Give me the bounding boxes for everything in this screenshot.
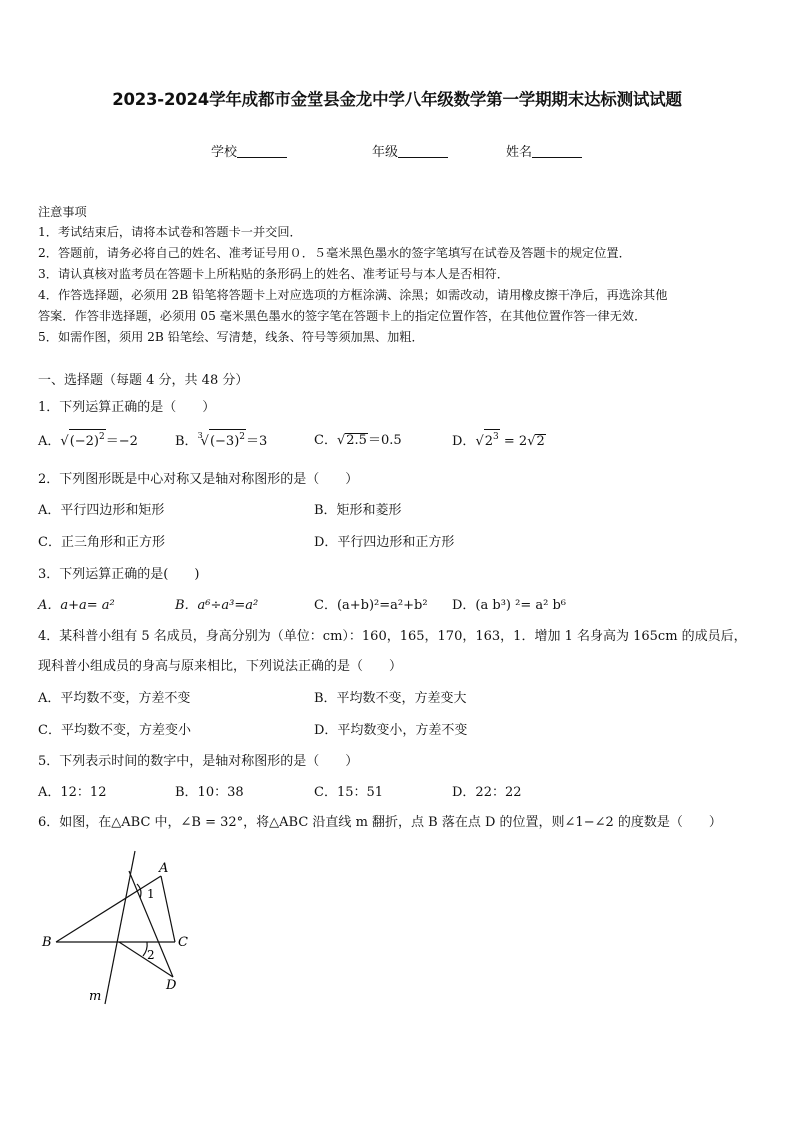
q4-option-a[interactable]: A．平均数不变，方差不变 (38, 691, 191, 706)
notice-item: 1．考试结束后，请将本试卷和答题卡一并交回． (38, 225, 302, 239)
segment-ac (161, 876, 175, 942)
label-a: A (159, 861, 169, 876)
q1-option-d[interactable]: D．$√2^3 = 2√2$ (452, 429, 546, 449)
q5-option-c[interactable]: C．15：51 (314, 785, 384, 800)
q2-option-c[interactable]: C．正三角形和正方形 (38, 535, 165, 550)
notice-item: 答案．作答非选择题，必须用 05 毫米黑色墨水的签字笔在答题卡上的指定位置作答，在其他位置作答一律无效． (38, 309, 647, 323)
q5-option-b[interactable]: B．10：38 (175, 785, 244, 800)
notice-item: 4．作答选择题，必须用 2B 铅笔将答题卡上对应选项的方框涂满、涂黑；如需改动，请用橡皮擦干净后，再选涂其他 (38, 288, 668, 302)
q1-stem: 1．下列运算正确的是（ ） (38, 400, 216, 415)
q5-option-d[interactable]: D．22：22 (452, 785, 522, 800)
notice-item: 2．答题前，请务必将自己的姓名、准考证号用０．５毫米黑色墨水的签字笔填写在试卷及答题卡的规定位置． (38, 246, 631, 260)
name-label: 姓名 (506, 145, 533, 160)
school-blank[interactable] (237, 145, 287, 158)
section-heading: 一、选择题（每题 4 分，共 48 分） (38, 373, 249, 388)
q2-stem: 2．下列图形既是中心对称又是轴对称图形的是（ ） (38, 472, 359, 487)
q1-option-a[interactable]: A．$√(-2)^2=-2$ (38, 429, 138, 449)
q3-option-c[interactable]: C．(a+b)²=a²+b² (314, 598, 428, 613)
q4-option-b[interactable]: B．平均数不变，方差变大 (314, 691, 467, 706)
q3-option-d[interactable]: D．(a b³) ²= a² b⁶ (452, 598, 566, 613)
page-title: 2023-2024学年成都市金堂县金龙中学八年级数学第一学期期末达标测试试题 (112, 90, 682, 109)
label-b: B (42, 935, 52, 950)
name-field[interactable] (506, 141, 582, 160)
grade-label: 年级 (372, 145, 399, 160)
label-1: 1 (147, 887, 155, 901)
label-m: m (89, 989, 102, 1004)
q4-stem-line2: 现科普小组成员的身高与原来相比，下列说法正确的是（ ） (38, 659, 403, 674)
q6-stem: 6．如图，在△ABC 中，∠B = 32°，将△ABC 沿直线 m 翻折，点 B 落在点 D 的位置，则∠1−∠2 的度数是（ ） (38, 815, 722, 830)
line-m (105, 851, 135, 1004)
label-d: D (166, 978, 177, 993)
q4-option-d[interactable]: D．平均数变小，方差不变 (314, 723, 468, 738)
q6-figure (30, 840, 230, 1015)
q1-option-c[interactable]: C．√2.5＝0.5 (314, 433, 402, 448)
label-c: C (178, 935, 188, 950)
q3-option-a[interactable]: A．a+a= a² (38, 598, 115, 613)
q2-option-d[interactable]: D．平行四边形和正方形 (314, 535, 455, 550)
q5-stem: 5．下列表示时间的数字中，是轴对称图形的是（ ） (38, 754, 359, 769)
grade-blank[interactable] (398, 145, 448, 158)
q2-option-b[interactable]: B．矩形和菱形 (314, 503, 402, 518)
name-blank[interactable] (532, 145, 582, 158)
q4-option-c[interactable]: C．平均数不变，方差变小 (38, 723, 191, 738)
school-field[interactable] (211, 141, 287, 160)
q3-stem: 3．下列运算正确的是( ) (38, 567, 200, 582)
q2-option-a[interactable]: A．平行四边形和矩形 (38, 503, 165, 518)
q1-option-b[interactable]: B．$^3√(-3)^2=3$ (175, 431, 268, 449)
label-2: 2 (147, 948, 155, 962)
school-label: 学校 (211, 145, 238, 160)
notice-heading: 注意事项 (38, 205, 87, 219)
segment-fd (119, 942, 173, 977)
grade-field[interactable] (372, 141, 448, 160)
q3-option-b[interactable]: B．a⁶÷a³=a² (175, 598, 259, 613)
notice-item: 5．如需作图，须用 2B 铅笔绘、写清楚，线条、符号等须加黑、加粗． (38, 330, 424, 344)
notice-item: 3．请认真核对监考员在答题卡上所粘贴的条形码上的姓名、准考证号与本人是否相符． (38, 267, 509, 281)
q5-option-a[interactable]: A．12：12 (38, 785, 107, 800)
q4-stem-line1: 4．某科普小组有 5 名成员，身高分别为（单位：cm）：160，165，170，163，1．增加 1 名身高为 165cm 的成员后， (38, 629, 747, 644)
